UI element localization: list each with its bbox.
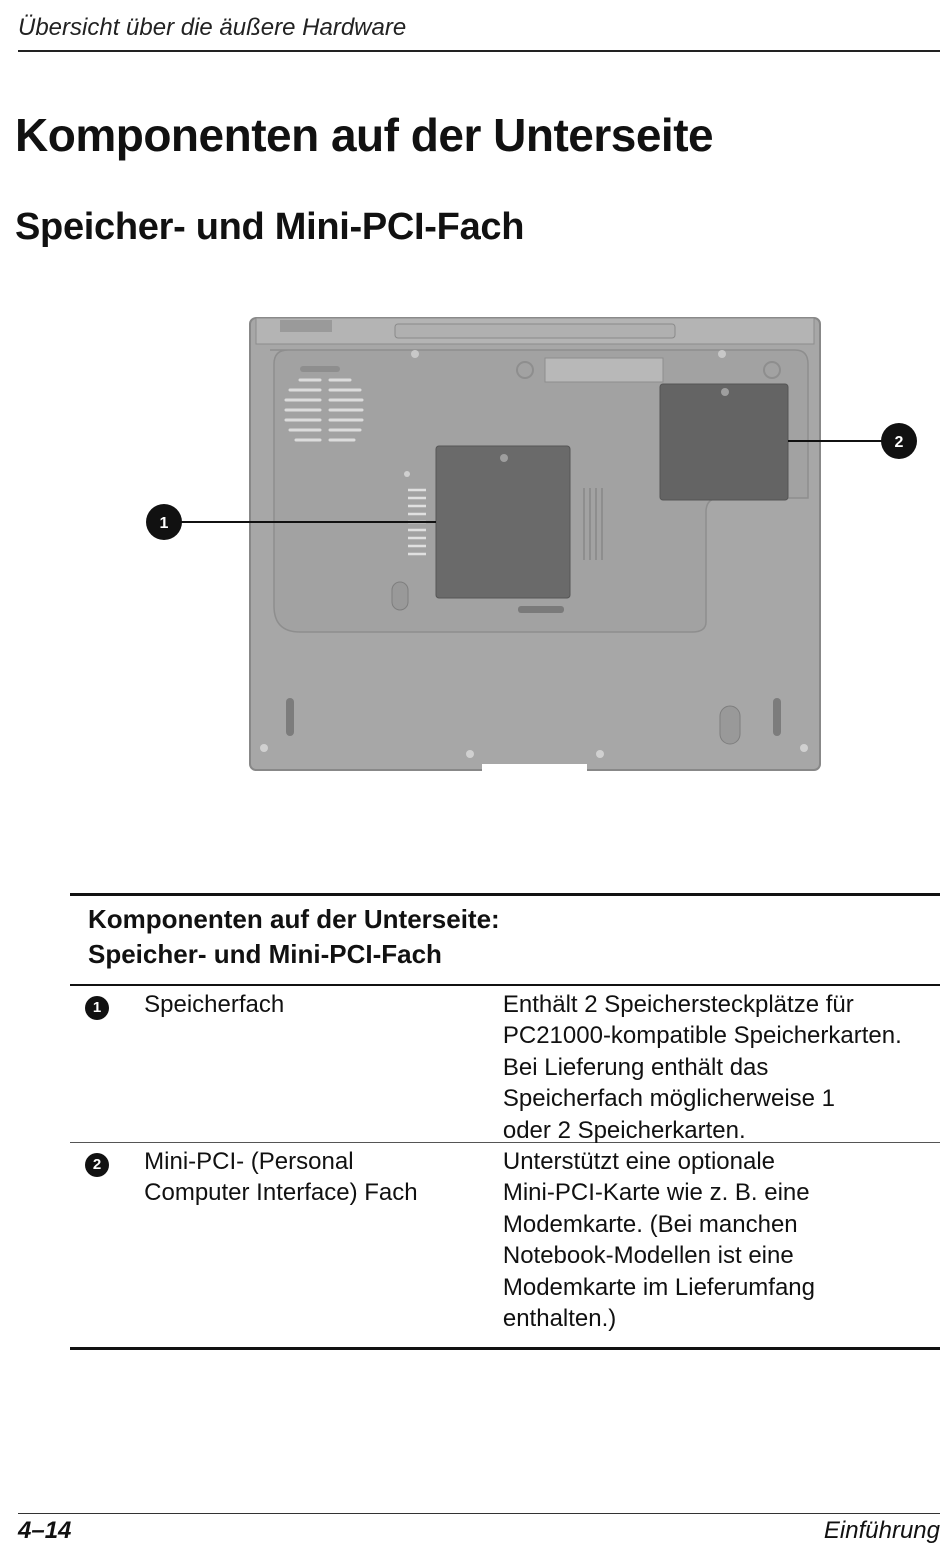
page-number: 4–14 xyxy=(18,1517,72,1544)
callout-badge: 2 xyxy=(85,1153,109,1177)
callout-2-number: 2 xyxy=(894,434,904,451)
components-table xyxy=(70,893,940,1350)
header-rule xyxy=(18,50,940,52)
table-bottom-rule xyxy=(70,1347,940,1350)
callout-badge: 1 xyxy=(85,996,109,1020)
callout-1-number: 1 xyxy=(159,515,169,532)
footer-rule xyxy=(18,1513,940,1514)
component-description: Enthält 2 Speichersteckplätze für PC21000-kompatible Speicherkarten. Bei Lieferung enthält das Speicherfach möglicherweise 1 oder 2 Speicherkarten. xyxy=(502,991,902,1144)
table-caption xyxy=(70,896,940,984)
component-name: Mini-PCI- (Personal Computer Interface) Fach xyxy=(144,1148,418,1207)
table-row xyxy=(70,986,940,1142)
table-row xyxy=(70,1143,940,1347)
notebook-underside-figure xyxy=(140,310,930,780)
component-name: Speicherfach xyxy=(144,991,285,1018)
mini-pci-compartment-door xyxy=(660,384,788,500)
component-description: Unterstützt eine optionale Mini-PCI-Karte wie z. B. eine Modemkarte. (Bei manchen Notebook-Modellen ist eine Modemkarte im Lieferumfang enthalten.) xyxy=(502,1148,815,1333)
chapter-name: Einführung xyxy=(823,1517,940,1544)
page-title: Komponenten auf der Unterseite xyxy=(15,109,714,161)
section-title: Speicher- und Mini-PCI-Fach xyxy=(15,206,525,248)
memory-compartment-door xyxy=(436,446,570,598)
table-caption-line-2: Speicher- und Mini-PCI-Fach xyxy=(88,939,442,969)
running-header: Übersicht über die äußere Hardware xyxy=(18,14,407,41)
table-caption-line-1: Komponenten auf der Unterseite: xyxy=(88,904,500,934)
label-plate xyxy=(545,358,663,382)
